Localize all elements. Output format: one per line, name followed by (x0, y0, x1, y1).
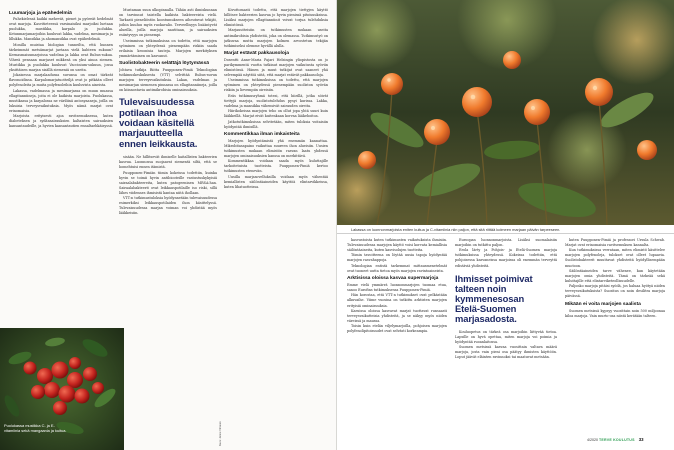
magazine-name: TERVE KOULUTUS (599, 438, 635, 442)
section-lead: Emme vielä ymmärrä luonnonmarjojen tuomaa etua, sanoo Eurofins tutkimuksessa Puupponen-Pimiä. (347, 283, 447, 293)
paragraph: Kivuttomasti todettu, että marjojen tiettyjen käyttö hillitsee bakteerien kasvua jo hyvin pienissä pitoisuuksissa. Lisäksi marjojen ellagitanniinit voivat torjua tulehduksia elimistössä. (224, 8, 328, 28)
paragraph: Useimmissa tutkimuksissa on todettu, että marjojen syöminen on yhteydessä pienempään suoliston syövän riskiin ja lievempiin oireisiin. (224, 78, 328, 93)
paragraph: Kouluopetus on tärkeä osa marjoihin liittyvää tietoa. Lapsille on hyvä opettaa, miten marjoja voi poimia ja hyödyntää ruoanlaitossa. (455, 329, 557, 344)
paragraph: Marjojen hyödyntämistä yhä enemmän kannattaa. Mikrobitasapaino vaikuttaa suureen ihon alueisiin. Uusien tutkimusten mukaan elimistön rasvan laatu yhdessä marjojen ominaisuuksien kanssa on merkittävä. (224, 138, 328, 158)
article-body (224, 139, 328, 190)
article-body (119, 8, 217, 59)
paragraph: Jokaisessa marjalaadussa suvunsa on omat tärkeät flavonoidinsa. Karpalomarjatuotteiljä ovat jo pitkään olleet polyfenoleita ja muita polyfenoleihin kuuluvista aineista. (9, 73, 113, 88)
section-heading: Mikään ei voita marjojen saalista (565, 301, 641, 307)
paragraph: Toisin kuin etelän viljelymarjoilla, pohjoisen marjojen polyfenolipitoisuudet ovat selvästi korkeampia. (347, 324, 447, 334)
section-heading: Luumarjoja ja epähedelmiä (9, 10, 72, 16)
paragraph: Mustaman suun ulkopinnalla. Tähän asti ihmiskunnan on tarvinnut taistella kaikista bakteereista vielä. Tarkasti pieneliöstön koostumukseen aiheutuvat tekijät, joihin kuuluu myös ruokavalio. Terveellisyys lisääntyvät alueilla, joilla marjoja nautitaan, ja sairauksien esiintyvyys on pienempi. (119, 8, 217, 38)
article-body (224, 8, 328, 49)
pull-quote-line: ennen leikkausta. (119, 138, 198, 150)
paragraph: sisään. Ne hillitsevät ihmiselle haitallisten bakteerien kasvua. Luonnossa suojaavat siementä siltä, että se homehtuisi ennen itämistä. (119, 155, 217, 170)
paragraph: Teknologian entistä tarkemmat mittausmenetelmät ovat tuoneet uutta tietoa myös marjojen ravintoaineista. (347, 263, 447, 273)
paragraph: Uusilla marjasovelluksilla voidaan myös vähentää kemiallisten säilöntäaineiden käyttöä elintarvikkeissa, kuten lihatuotteissa. (224, 174, 328, 189)
photo-caption: Puolukassa mustikka C- ja E-vitamiinia sekä mangaania ja kuitua. (4, 423, 67, 433)
article-body (9, 17, 113, 129)
paragraph: Monilla muistaa biologian tunneilta, että hunnen tärkeimmät metsämarjat jaetaan vielä kahteen sukuun? Kernasmaisumarjoissa vadelma ja lakka ovat Rubus-sukua. Vihreä pensaan marjaset mikkesä on yksi ainoa siemen. Mustikka ja puolukka kuuluvat Vaccinium-sukuun, jossa yksittäisen marjan sisällä siemeniä on useita. (9, 42, 113, 72)
paragraph: Eräs tutkimusryhmä totesi, että hiirillä, jotka söivät tiettyjä marjoja, suolistotulehdus pysyi kurissa. Lakka, vadelma ja mansikka vähensivät sairauden oireita. (224, 93, 328, 108)
paragraph: VTT:n tutkimustuloksia hyödynnetään tulevaisuudessa esimerkiksi leikkauspotilaiden ihon käsittelyssä. Tulevaisuudessa marjan voiman voi yhdistää myös lääkkeisiin. (119, 196, 217, 216)
paragraph: Jatkotutkimuksissa selvitetään, miten tuloksia voitaisiin hyödyntää ihmisillä. (224, 119, 328, 129)
pull-quote-line: Tulevaisuudessa (119, 97, 195, 109)
section-heading: Arktisissa oloissa kasvaa supermarjoja (347, 276, 439, 282)
pull-quote-line: potilaan ihoa (119, 107, 177, 119)
pull-quote-line: voidaan käsitellä (119, 117, 195, 129)
section-heading: Suolistobakteerin selättäjä löytymässä (119, 61, 209, 67)
article-body (347, 238, 447, 274)
section-heading: Marjat estävät pakkausoloja (224, 51, 289, 57)
pull-quote (119, 98, 217, 150)
pull-quote-line: kymmenesosan (455, 292, 525, 304)
cloudberry-image (337, 0, 674, 225)
article-body (565, 238, 665, 299)
pull-quote (455, 274, 557, 325)
article-body (565, 309, 665, 319)
right-column-3 (565, 238, 665, 432)
section-lead: Dosentti Anne-Maria Pajari Helsingin yliopistosta on jo parikymmentä vuotta tutkinut marjojen vaikutusta syöviin elimistössä. Hänen ja muut tutkijat ovat saaneet yhä selvempää näyttöä siitä, että marjat estävät pakkausoloja. (224, 57, 328, 77)
paragraph: Marjauutteisiin on tutkimusten mukaan useita antimikrobisia yhdisteitä, joka on olemassa. Tutkimustyö on jatkuvaa mutta marjojen kolmen arvostetun tekijän tutkimiseksi olemme hyvällä alulla. (224, 28, 328, 48)
photo-caption: Lakassa on luonnonmarjoista eniten kuitua ja C-vitamiinia niin paljon, että sitä riittää kolmeen marjaan päivän tarpeeseen. (351, 226, 561, 232)
paragraph: Kommentikkaa voidaan saada myös kuluttajille tarkoitetuista tuotteista. Puupponen-Pimiä kertoo tutkimusten etenevän. (224, 159, 328, 174)
lingonberry-photo (0, 328, 124, 450)
article-body (119, 155, 217, 216)
paragraph: kasvustoista kuten tutkimusten vaikutuksista ihmisiin. Tulevaisuudessa marjojen käyttö voisi korvata kemiallisia säilöntäaineita, kuten kasvisolujen tuotteita. (347, 238, 447, 253)
left-page (0, 0, 336, 450)
pull-quote-line: talteen noin (455, 282, 507, 294)
paragraph: Säilöntäaineiden tarve vähenee, kun käytetään marjojen omia yhdisteitä. Tämä on tärkeää sekä kuluttajille että elintarviketeollisuudelle. (565, 268, 665, 283)
left-column-2 (119, 8, 217, 443)
paragraph: Kun tutkimuksissa verrataan, miten elimistö käsittelee marjojen polyfenoleja, tulokset ovat olleet lupaavia. Suolistobakteerit muuttavat yhdisteitä hyödyllisempään muotoon. (565, 248, 665, 268)
article-body (455, 330, 557, 361)
section-heading: Kommentikkaa ilman imkaisteita (224, 132, 300, 138)
page-number: 33 (638, 437, 644, 442)
study-lead: Johtava tutkija Riitta Puupponen-Pimiä Teknologian tutkimuskeskuksesta (VTT) selvittää Rubus-suvun marjojen terveysvaikutuksia. Lakan, vadelman ja mesimarjan siemenen pinnassa on ellagitanniineja, joilla on kiinnostavia antimikrobisia ominaisuuksia. (119, 67, 217, 93)
paragraph: Euroopan luonnonmarjoista. Lisäksi suomalaisiin marjoihin on tutkittu paljon. (455, 238, 557, 248)
photo-caption-bar (337, 225, 674, 234)
page-footer (587, 437, 643, 442)
paragraph: Paljonko marjoja pitäisi syödä, jos haluaa hyötyä niiden terveysvaikutuksista? Suositus on noin desilitra marjoja päivässä. (565, 284, 665, 299)
photo-credit: Kuva: Janne Virtanen (219, 421, 222, 446)
pull-quote-line: marjauutteella (119, 128, 183, 140)
article-body (224, 78, 328, 129)
right-page (337, 0, 674, 450)
right-column-2 (455, 238, 557, 443)
paragraph: Hän korostaa, että VTT:n tutkimukset ovat pelkästään alkuvaihe. Viime vuosina on tutkittu arktisten marjojen erityisiä ominaisuuksia. (347, 293, 447, 308)
paragraph: Erola lärty ja Pohjois- ja Etelä-Suomen marjoja tutkimuksissa yhteydessä. Kokeissa todettiin, että pohjoisessa kasvaneissa marjoissa oli enemmän terveyttä edistäviä yhdisteitä. (455, 248, 557, 268)
left-column-3 (224, 8, 328, 443)
article-body (347, 293, 447, 334)
paragraph: Marjoista erityisesti ajoa ravitsemuksessa, kuten diabeteksen ja sydänsairauksien kaltaisten sairauksien kansantaudeille, ja hyvien kansantautien ennaltaehkäisyssä. (9, 114, 113, 129)
paragraph: Suomen metsissä kypsyy vuosittain noin 500 miljoonaa kiloa marjoja. Vain murto-osa niistä kerätään talteen. (565, 308, 665, 318)
pull-quote-line: Ihmisset poimivat (455, 272, 533, 284)
paragraph: kuten Puupponen-Pimiä ja professori Ursula Schwab. Marjat ovat erinomaisia ravitsemuksen kannalta. (565, 238, 665, 248)
article-body (455, 238, 557, 269)
right-column-1 (347, 238, 447, 443)
paragraph: Suomen metsissä kasvaa vuosittain valtava määrä marjoja, josta vain pieni osa päätyy ihmisten käyttöön. Loput jäävät eläinten ravinnoksi tai maatuvat metsään. (455, 345, 557, 360)
cloudberry-photo (337, 0, 674, 225)
paragraph: Puupponen-Pimiän tiimin kokeissa todettiin, kuinka hyvin se toimii hyvin antibiooteille vastustuskykyisiä sairaalabakteereita, kuten patogeeninen MRSA:han. Sairaalabakteerit ovat leikkauspotilaille iso riski, sillä lähes viidennes ihmisistä kantaa niitä ihollaan. (119, 170, 217, 195)
issue-number: 4/2020 (587, 438, 598, 442)
pull-quote-line: marjasadosta. (455, 313, 517, 325)
paragraph: Useimmissa tutkimuksissa on todettu, että marjojen syöminen on yhteydessä pienempään riskiin saada erilaisia kroonisia tauteja. Marjojen merkityksen ymmärtäminen on kasvanut. (119, 38, 217, 58)
left-column-1 (9, 8, 113, 326)
paragraph: Karuissa oloissa kasvavat marjat tuottavat runsaasti terveysvaikutteisia yhdisteitä, ja se näkyy myös niiden väreissä ja maussa. (347, 308, 447, 323)
paragraph: Hiirikokeissa marjojen teho on ollut jopa yhtä suuri kuin lääkkeillä. Marjat eivät kuitenkaan korvaa lääkehoitoa. (224, 109, 328, 119)
pull-quote-line: Etelä-Suomen (455, 303, 517, 315)
paragraph: Lakassa, vadelmassa ja mesimarjassa on muun muassa ellagitanniineja, joita ei ole kaikista marjoista. Puolukassa, mustikassa ja karpalossa ne väriliinä antosyaaneja, joilla on lukuisia terveysvaikutuksia. Myös nämä marjat ovat erinomaisia. (9, 88, 113, 113)
paragraph: Tiimin tavoitteena on löytää uusia tapoja hyödyntää marjojen rasvahappoja. (347, 253, 447, 263)
paragraph: Puhekielessä kaikki mehevät, pienet ja pyöreät hedelmät ovat marjoja. Kasvitieteessä varsinaisiksi marjoiksi luetaan puolukka, mustikka, karpalo ja juolukka. Ketunmarjamarjoihin kuuluvat lakka, vadelma, mesimarja ja lillukka. Mansikka ja ahomansikka ovat epähedelmiä. (9, 17, 113, 42)
